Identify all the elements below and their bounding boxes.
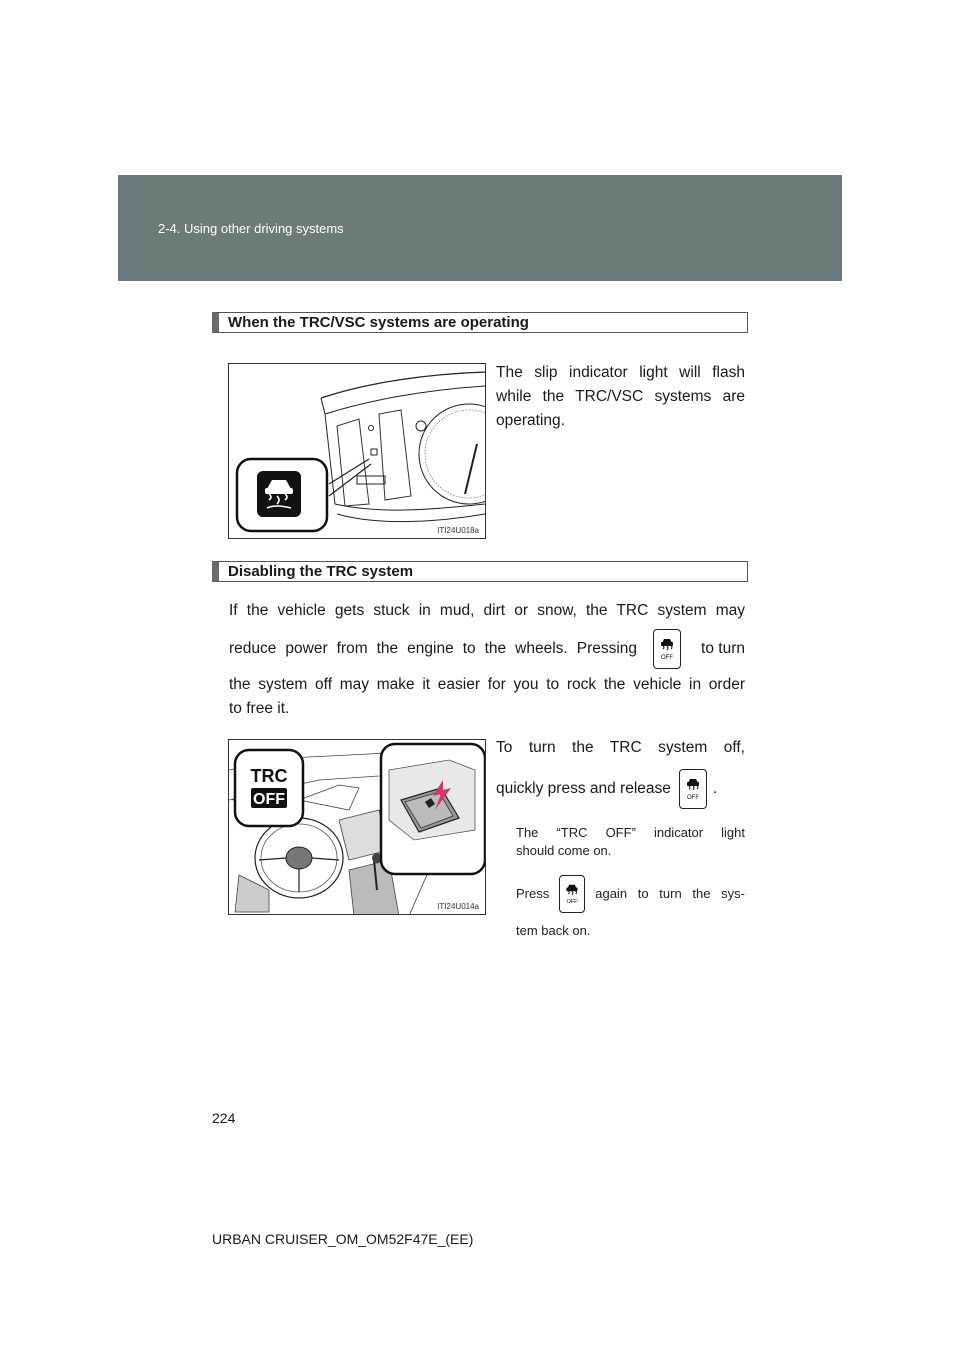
page-number: 224: [212, 1110, 236, 1126]
button-off-label: OFF: [661, 655, 674, 661]
text-line: tem back on.: [516, 923, 591, 938]
trc-off-button-icon: [679, 769, 707, 809]
text-line-with-button: [516, 870, 745, 918]
text-line: If the vehicle gets stuck in mud, dirt or snow, the TRC system may: [229, 602, 745, 619]
instruction-text: [496, 737, 745, 817]
trc-indicator-line2: OFF: [253, 791, 285, 808]
text-line: to free it.: [229, 700, 290, 717]
text-line: The “TRC OFF” indicator light: [516, 825, 745, 840]
text-fragment: quickly press and release: [496, 780, 671, 797]
document-id: URBAN CRUISER_OM_OM52F47E_(EE): [212, 1231, 474, 1247]
text-fragment: again to turn the sys-: [595, 886, 745, 901]
trc-indicator-line1: TRC: [250, 766, 288, 786]
section-title: 2-4. Using other driving systems: [158, 221, 344, 236]
note-turn-back-on: [516, 870, 745, 940]
text-fragment: .: [712, 780, 718, 797]
text-fragment: Press: [516, 886, 550, 901]
trc-off-button-icon: [559, 875, 585, 913]
figure-caption: ITI24U018a: [437, 526, 479, 535]
button-off-label: OFF: [686, 795, 699, 801]
heading-disabling-trc: Disabling the TRC system: [212, 561, 748, 582]
button-off-label: OFF: [566, 899, 578, 906]
heading-trc-vsc-operating: When the TRC/VSC systems are operating: [212, 312, 748, 333]
figure-trc-off-switch: [228, 739, 486, 915]
slip-indicator-text: [496, 361, 745, 433]
figure-instrument-cluster: [228, 363, 486, 539]
trc-off-button-icon: [653, 629, 681, 669]
instrument-cluster-illustration: [229, 364, 486, 539]
text-line: while the TRC/VSC systems are: [496, 388, 745, 405]
text-line: To turn the TRC system off,: [496, 739, 745, 756]
text-line: operating.: [496, 412, 565, 429]
note-indicator-on: [516, 824, 745, 860]
text-line-with-button: [496, 761, 745, 817]
text-line: should come on.: [516, 843, 612, 858]
text-line: the system off may make it easier for you to rock the vehicle in order: [229, 676, 745, 693]
text-line-with-button: [229, 624, 745, 674]
text-fragment: to turn: [701, 640, 745, 657]
text-fragment: reduce power from the engine to the wheels. Pressing: [229, 640, 638, 657]
figure-caption: ITI24U014a: [437, 902, 479, 911]
dashboard-illustration: [229, 740, 486, 915]
text-line: The slip indicator light will flash: [496, 364, 745, 381]
disable-trc-paragraph: [229, 600, 745, 720]
header-band: [118, 175, 842, 281]
